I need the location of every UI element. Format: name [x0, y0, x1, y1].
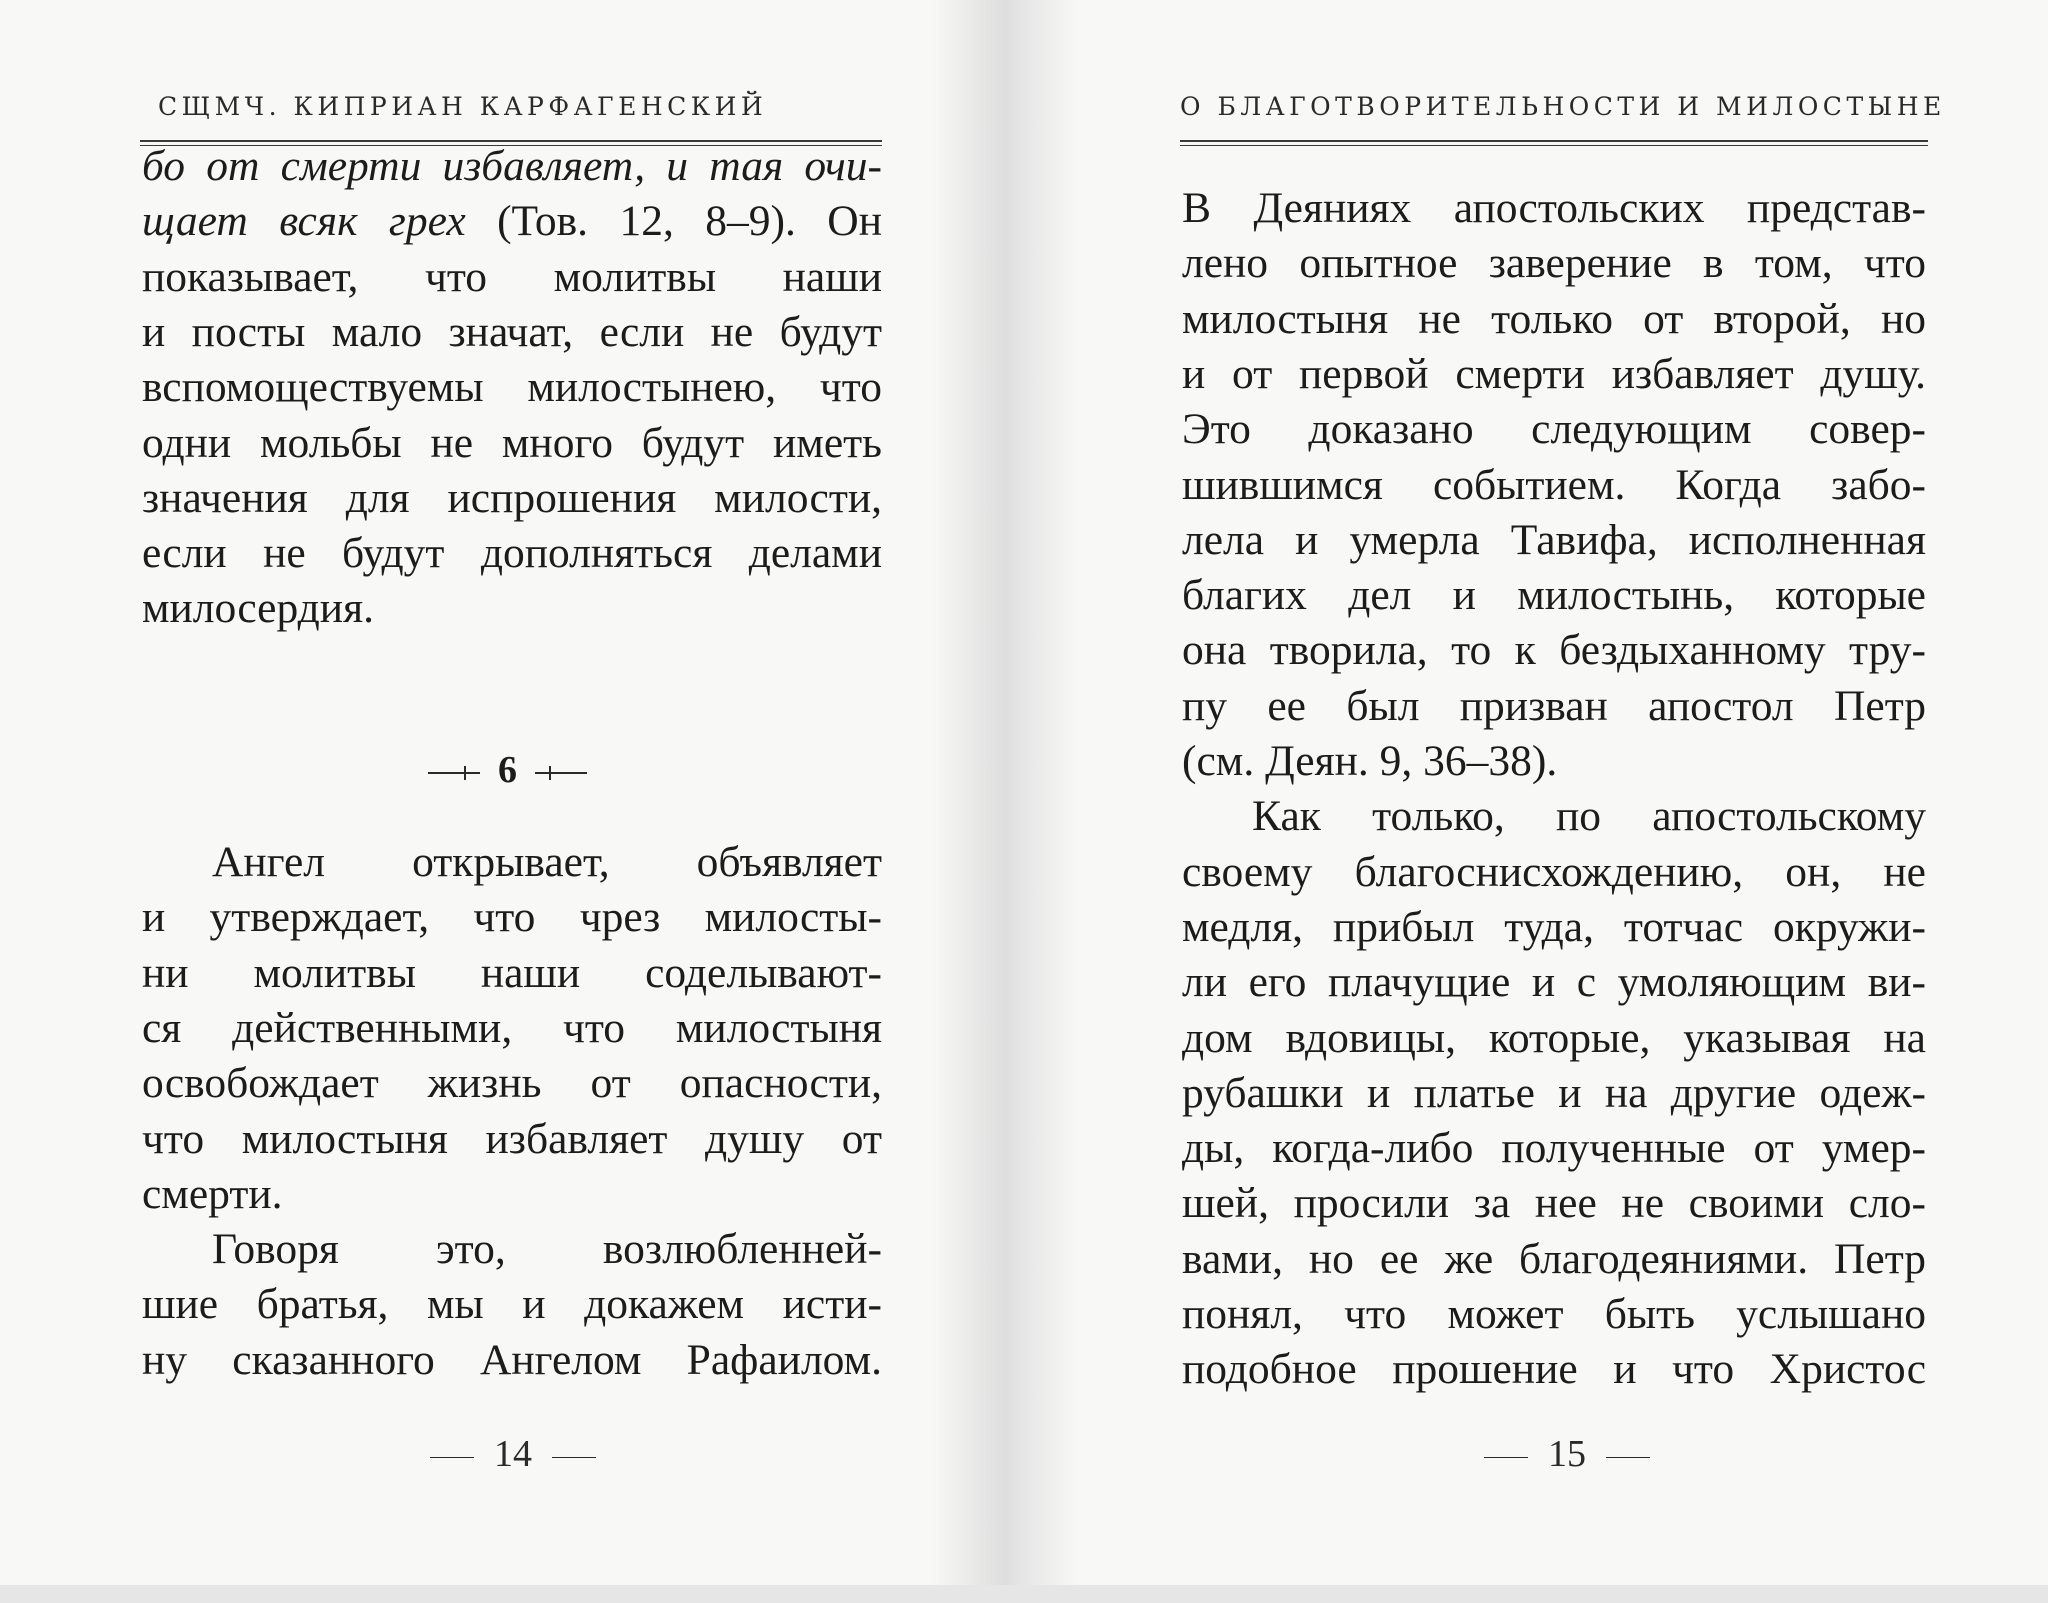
text-line — [1182, 1010, 1926, 1066]
text-line — [1252, 788, 1926, 844]
text-line — [1182, 844, 1926, 900]
scan-bottom-edge — [0, 1585, 2048, 1603]
text-line — [1182, 180, 1926, 236]
text-segment: благих дел и милостынь, которые — [1182, 571, 1926, 620]
text-line — [1182, 291, 1926, 347]
right-running-head: О БЛАГОТВОРИТЕЛЬНОСТИ И МИЛОСТЫНЕ — [1180, 92, 1946, 121]
text-line — [142, 1332, 882, 1388]
text-line — [142, 415, 882, 471]
text-segment: и посты мало значат, если не будут — [142, 307, 882, 356]
right-page-number-value: 15 — [1548, 1433, 1586, 1475]
text-segment: шей, просили за нее не своими сло- — [1182, 1179, 1926, 1228]
text-segment: ся действенными, что милостыня — [142, 1003, 882, 1052]
text-segment: В Деяниях апостольских представ- — [1182, 184, 1926, 232]
text-line — [1182, 954, 1926, 1010]
text-line — [212, 834, 882, 890]
text-segment: лела и умерла Тавифа, исполненная — [1182, 515, 1926, 564]
text-segment: понял, что может быть услышано — [1182, 1290, 1926, 1338]
text-segment: ли его плачущие и с умоляющим ви- — [1182, 958, 1926, 1007]
text-segment: ды, когда-либо полученные от умер- — [1182, 1124, 1926, 1173]
right-ornament — [535, 772, 587, 774]
right-page-number — [1464, 1432, 1670, 1476]
text-line — [1182, 678, 1926, 734]
text-line — [1182, 622, 1926, 678]
text-segment: подобное прошение и что Христос — [1182, 1345, 1926, 1394]
text-line — [1182, 401, 1926, 457]
italic-quote-segment: щает всяк грех — [142, 197, 466, 246]
text-line — [142, 470, 882, 526]
text-line — [1182, 1120, 1926, 1176]
text-line — [142, 580, 882, 636]
text-segment: шие братья, мы и докажем исти- — [142, 1280, 882, 1329]
text-line — [142, 249, 882, 305]
text-line — [1182, 1065, 1926, 1121]
text-segment: одни мольбы не много будут иметь — [142, 418, 882, 467]
right-page — [1000, 0, 2048, 1603]
text-line — [142, 1111, 882, 1167]
text-line — [1182, 1286, 1926, 1342]
text-segment: Это доказано следующим совер- — [1182, 405, 1926, 454]
text-segment: и утверждает, что чрез милосты- — [142, 893, 882, 942]
text-segment: пу ее был призван апостол Петр — [1182, 681, 1926, 730]
text-line — [1182, 733, 1926, 789]
text-segment: если не будут дополняться делами — [142, 529, 882, 578]
text-segment: Как только, по апостольскому — [1252, 792, 1926, 841]
text-line — [1182, 235, 1926, 291]
text-segment: смерти. — [142, 1169, 283, 1218]
text-segment: лено опытное заверение в том, что — [1182, 239, 1926, 288]
text-segment: показывает, что молитвы наши — [142, 252, 882, 301]
text-line — [142, 945, 882, 1001]
text-segment: милосердия. — [142, 584, 374, 633]
text-segment: медля, прибыл туда, тотчас окружи- — [1182, 902, 1926, 951]
text-line — [142, 193, 882, 249]
text-line — [142, 1276, 882, 1332]
chapter-number: 6 — [498, 749, 517, 791]
text-segment: Говоря это, возлюбленней- — [212, 1225, 882, 1274]
folio-dash-left — [1484, 1457, 1528, 1459]
left-running-head: СЩМЧ. КИПРИАН КАРФАГЕНСКИЙ — [158, 92, 768, 121]
text-line — [142, 359, 882, 415]
text-segment: шившимся событием. Когда забо- — [1182, 460, 1926, 509]
book-gutter — [930, 0, 1080, 1603]
text-segment: что милостыня избавляет душу от — [142, 1114, 882, 1163]
text-segment: она творила, то к бездыханному тру- — [1182, 626, 1926, 675]
text-line — [142, 1166, 882, 1222]
text-segment: милостыня не только от второй, но — [1182, 294, 1926, 343]
text-line — [142, 138, 882, 194]
text-segment: вспомоществуемы милостынею, что — [142, 363, 882, 412]
text-segment: своему благоснисхождению, он, не — [1182, 847, 1926, 896]
text-segment: ну сказанного Ангелом Рафаилом. — [142, 1335, 882, 1384]
text-line — [142, 525, 882, 581]
text-segment: рубашки и платье и на другие одеж- — [1182, 1068, 1926, 1117]
text-line — [142, 889, 882, 945]
text-segment: вами, но ее же благодеяниями. Петр — [1182, 1234, 1926, 1283]
text-segment: дом вдовицы, которые, указывая на — [1182, 1013, 1926, 1062]
text-line — [142, 1000, 882, 1056]
text-line — [1182, 457, 1926, 513]
text-line — [212, 1221, 882, 1277]
text-segment: (Тов. 12, 8–9). Он — [465, 197, 882, 246]
folio-dash-right — [552, 1457, 596, 1459]
text-segment: (см. Деян. 9, 36–38). — [1182, 737, 1558, 785]
text-line — [1182, 567, 1926, 623]
chapter-heading — [410, 748, 605, 792]
text-segment: ни молитвы наши соделывают- — [142, 948, 882, 997]
left-page-number-value: 14 — [494, 1433, 532, 1475]
text-segment: и от первой смерти избавляет душу. — [1182, 349, 1926, 398]
left-page — [0, 0, 1000, 1603]
folio-dash-right — [1606, 1457, 1650, 1459]
text-line — [1182, 1231, 1926, 1287]
text-line — [1182, 1175, 1926, 1231]
text-line — [1182, 512, 1926, 568]
folio-dash-left — [430, 1457, 474, 1459]
text-line — [142, 304, 882, 360]
left-ornament — [428, 772, 480, 774]
text-segment: значения для испрошения милости, — [142, 473, 882, 522]
text-segment: освобождает жизнь от опасности, — [142, 1059, 882, 1108]
text-line — [1182, 346, 1926, 402]
text-line — [1182, 1341, 1926, 1397]
left-page-number — [410, 1432, 616, 1476]
text-line — [1182, 899, 1926, 955]
italic-quote-segment: бо от смерти избавляет, и тая очи- — [142, 142, 882, 190]
right-header-rule — [1180, 140, 1928, 146]
text-segment: Ангел открывает, объявляет — [212, 838, 882, 886]
text-line — [142, 1055, 882, 1111]
